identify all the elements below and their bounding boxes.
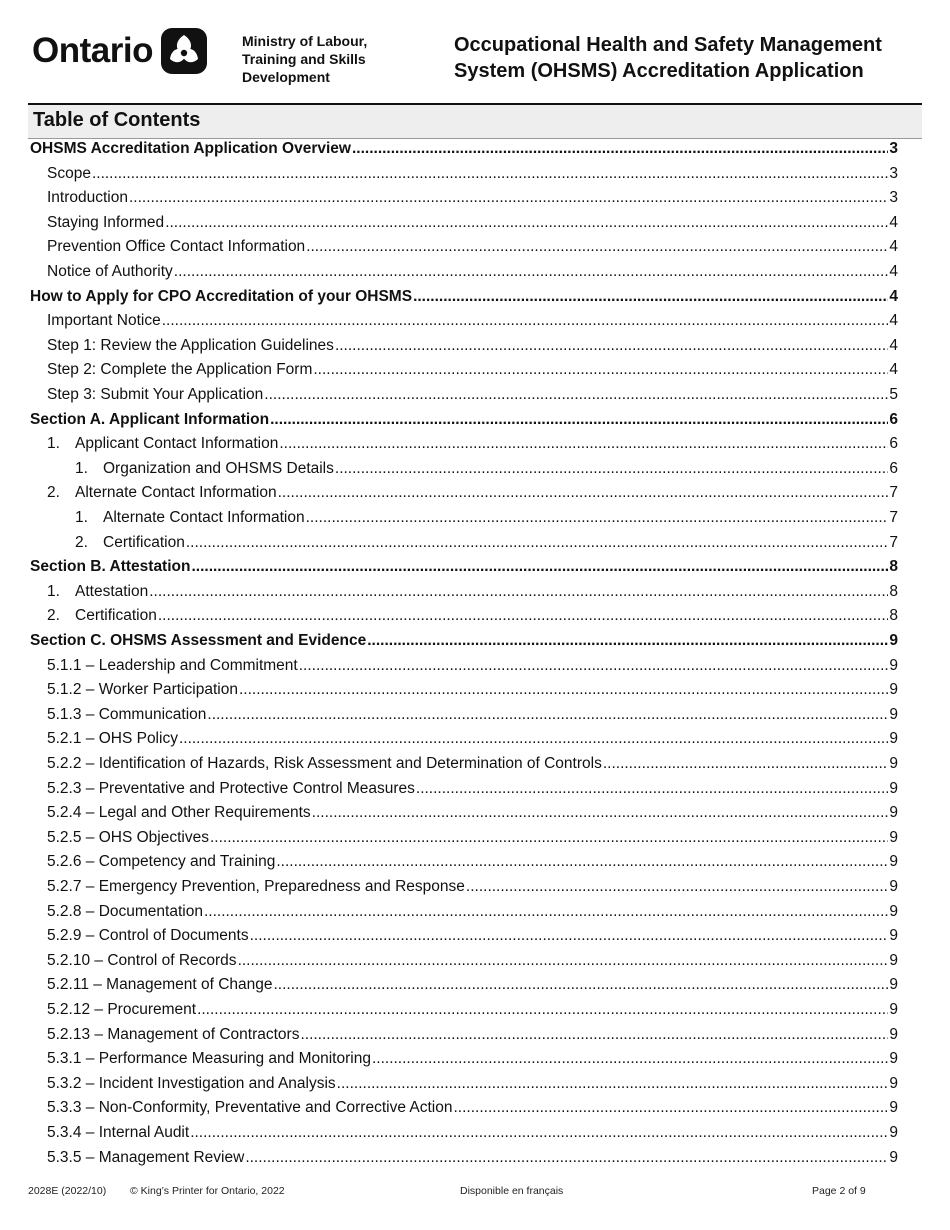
toc-entry-label: 5.2.11 – Management of Change [47, 976, 273, 994]
document-title [454, 32, 882, 84]
toc-row[interactable] [0, 532, 950, 554]
toc-entry[interactable] [47, 925, 898, 947]
page-number: Page 2 of 9 [812, 1185, 866, 1197]
toc-dot-leader [300, 1024, 888, 1046]
toc-row[interactable] [0, 876, 950, 898]
toc-dot-leader [372, 1048, 888, 1070]
toc-entry-label: 5.2.7 – Emergency Prevention, Preparedness and Response [47, 878, 465, 895]
toc-entry-page: 9 [889, 878, 898, 895]
toc-entry-page: 7 [889, 484, 898, 502]
toc-dot-leader [174, 261, 889, 283]
toc-entry[interactable] [47, 433, 898, 455]
toc-entry-label: Applicant Contact Information [75, 435, 279, 453]
toc-entry[interactable] [47, 163, 898, 185]
toc-entry[interactable] [47, 335, 898, 357]
toc-dot-leader [197, 999, 888, 1021]
toc-row[interactable] [0, 187, 950, 209]
toc-dot-leader [279, 433, 888, 455]
toc-row[interactable] [0, 163, 950, 185]
toc-row[interactable] [0, 1147, 950, 1169]
toc-entry-page: 9 [889, 804, 898, 822]
toc-entry-page: 4 [889, 213, 898, 231]
toc-entry-label: 5.2.10 – Control of Records [47, 951, 237, 969]
toc-entry-number: 2. [75, 533, 88, 551]
form-id: 2028E (2022/10) [28, 1185, 107, 1197]
toc-entry-number: 1. [47, 435, 60, 453]
toc-entry[interactable] [47, 1147, 898, 1169]
toc-entry-label: 5.2.12 – Procurement [47, 1001, 197, 1018]
toc-entry[interactable] [47, 581, 898, 603]
toc-heading-bar [28, 103, 922, 139]
toc-dot-leader [454, 1097, 889, 1119]
toc-entry-label: Alternate Contact Information [75, 484, 277, 502]
toc-entry-page: 7 [889, 509, 898, 526]
toc-row[interactable] [0, 138, 950, 160]
toc-row[interactable] [0, 581, 950, 603]
ministry-line: Development [242, 69, 330, 85]
toc-entry-page: 9 [889, 705, 898, 723]
toc-dot-leader [337, 1073, 889, 1095]
toc-entry-page: 5 [889, 386, 898, 403]
toc-entry[interactable] [30, 286, 898, 308]
toc-entry-label: 5.1.2 – Worker Participation [47, 681, 238, 699]
toc-entry-label: 5.2.13 – Management of Contractors [47, 1025, 300, 1043]
toc-entry-page: 4 [889, 336, 898, 354]
toc-entry-label: 5.2.5 – OHS Objectives [47, 828, 209, 846]
toc-row[interactable] [0, 458, 950, 480]
toc-entry-label: Scope [47, 164, 91, 182]
toc-entry-label: Alternate Contact Information [103, 509, 305, 526]
toc-entry-page: 9 [889, 1025, 898, 1043]
toc-entry[interactable] [47, 974, 898, 996]
trillium-icon [161, 28, 207, 74]
toc-entry[interactable] [47, 1073, 898, 1095]
toc-row[interactable] [0, 655, 950, 677]
toc-dot-leader [335, 335, 888, 357]
toc-entry-page: 4 [889, 238, 898, 256]
toc-entry-page: 9 [889, 632, 898, 649]
toc-entry-label: 5.2.6 – Competency and Training [47, 853, 276, 871]
toc-entry[interactable] [47, 212, 898, 234]
toc-entry-page: 9 [889, 1050, 898, 1068]
toc-entry-label: 5.2.4 – Legal and Other Requirements [47, 804, 311, 822]
toc-dot-leader [149, 581, 888, 603]
toc-entry[interactable] [30, 138, 898, 160]
toc-entry[interactable] [47, 1122, 898, 1144]
toc-dot-leader [186, 532, 889, 554]
toc-entry[interactable] [47, 950, 898, 972]
toc-dot-leader [165, 212, 888, 234]
toc-entry-label: Section B. Attestation [30, 558, 191, 576]
toc-dot-leader [413, 286, 888, 308]
toc-dot-leader [210, 827, 888, 849]
toc-dot-leader [239, 679, 888, 701]
toc-entry-number: 1. [75, 459, 88, 477]
toc-entry-label: Certification [75, 607, 157, 625]
toc-row[interactable] [0, 1073, 950, 1095]
toc-entry-label: Introduction [47, 189, 128, 207]
toc-row[interactable] [0, 753, 950, 775]
toc-row[interactable] [0, 901, 950, 923]
toc-row[interactable] [0, 433, 950, 455]
toc-row[interactable] [0, 802, 950, 824]
toc-dot-leader [466, 876, 888, 898]
toc-entry[interactable] [47, 261, 898, 283]
toc-entry-number: 1. [47, 582, 60, 600]
toc-entry-page: 9 [889, 1148, 898, 1166]
toc-entry-number: 2. [47, 484, 60, 502]
toc-entry-label: Certification [103, 533, 185, 551]
toc-row[interactable] [0, 507, 950, 529]
toc-dot-leader [204, 901, 888, 923]
toc-entry[interactable] [47, 679, 898, 701]
toc-entry[interactable] [75, 458, 898, 480]
toc-entry[interactable] [47, 999, 898, 1021]
toc-entry[interactable] [47, 827, 898, 849]
toc-entry-label: 5.3.2 – Incident Investigation and Analysis [47, 1074, 336, 1092]
toc-entry[interactable] [75, 532, 898, 554]
toc-row[interactable] [0, 851, 950, 873]
toc-entry-page: 9 [889, 730, 898, 748]
document-title-line: Occupational Health and Safety Management [454, 34, 882, 56]
toc-entry-page: 9 [889, 828, 898, 846]
toc-entry-page: 4 [889, 287, 898, 305]
toc-entry-label: 5.2.2 – Identification of Hazards, Risk Assessment and Determination of Controls [47, 755, 602, 772]
toc-heading: Table of Contents [33, 109, 201, 131]
toc-entry-page: 9 [889, 1074, 898, 1092]
toc-row[interactable] [0, 409, 950, 431]
toc-entry-page: 9 [889, 927, 898, 945]
toc-entry[interactable] [47, 704, 898, 726]
toc-entry-page: 6 [889, 459, 898, 477]
toc-row[interactable] [0, 925, 950, 947]
toc-entry-page: 8 [889, 607, 898, 625]
toc-dot-leader [603, 753, 889, 775]
toc-row[interactable] [0, 212, 950, 234]
toc-row[interactable] [0, 827, 950, 849]
toc-row[interactable] [0, 1122, 950, 1144]
toc-entry[interactable] [30, 556, 898, 578]
toc-entry[interactable] [47, 310, 898, 332]
toc-row[interactable] [0, 630, 950, 652]
toc-row[interactable] [0, 1048, 950, 1070]
toc-entry-page: 3 [889, 164, 898, 182]
toc-row[interactable] [0, 704, 950, 726]
toc-entry-label: 5.3.4 – Internal Audit [47, 1124, 190, 1141]
toc-dot-leader [250, 925, 889, 947]
toc-entry-page: 9 [889, 902, 898, 920]
toc-entry[interactable] [47, 384, 898, 406]
toc-dot-leader [162, 310, 889, 332]
ministry-line: Training and Skills [242, 51, 366, 67]
french-availability: Disponible en français [460, 1185, 564, 1197]
toc-entry-label: 5.2.3 – Preventative and Protective Control Measures [47, 779, 415, 797]
toc-dot-leader [129, 187, 888, 209]
toc-row[interactable] [0, 605, 950, 627]
toc-entry[interactable] [30, 409, 898, 431]
toc-entry-label: 5.3.5 – Management Review [47, 1148, 245, 1166]
toc-dot-leader [238, 950, 889, 972]
toc-dot-leader [158, 605, 889, 627]
toc-dot-leader [335, 458, 888, 480]
toc-row[interactable] [0, 310, 950, 332]
toc-entry-label: Step 3: Submit Your Application [47, 386, 264, 403]
toc-entry-page: 9 [889, 1124, 898, 1141]
toc-row[interactable] [0, 482, 950, 504]
toc-entry-label: OHSMS Accreditation Application Overview [30, 140, 351, 157]
toc-dot-leader [352, 138, 888, 160]
toc-entry[interactable] [47, 236, 898, 258]
toc-entry-label: Notice of Authority [47, 263, 173, 280]
toc-dot-leader [278, 482, 889, 504]
ontario-logo [32, 28, 207, 74]
toc-entry-page: 4 [889, 263, 898, 280]
toc-entry-label: 5.3.3 – Non-Conformity, Preventative and Corrective Action [47, 1099, 453, 1117]
toc-entry-label: Step 1: Review the Application Guidelines [47, 336, 334, 354]
toc-row[interactable] [0, 261, 950, 283]
toc-row[interactable] [0, 1097, 950, 1119]
toc-row[interactable] [0, 999, 950, 1021]
toc-dot-leader [190, 1122, 888, 1144]
toc-row[interactable] [0, 728, 950, 750]
toc-entry-label: Important Notice [47, 312, 161, 330]
toc-entry-page: 9 [889, 1001, 898, 1018]
toc-entry-label: 5.3.1 – Performance Measuring and Monitoring [47, 1050, 371, 1068]
toc-entry[interactable] [47, 1024, 898, 1046]
toc-row[interactable] [0, 556, 950, 578]
toc-entry-page: 6 [889, 410, 898, 428]
toc-row[interactable] [0, 384, 950, 406]
toc-row[interactable] [0, 1024, 950, 1046]
ministry-name [242, 32, 367, 86]
toc-entry[interactable] [47, 482, 898, 504]
toc-dot-leader [191, 556, 888, 578]
toc-entry[interactable] [47, 728, 898, 750]
toc-entry-label: 5.1.3 – Communication [47, 705, 207, 723]
toc-entry[interactable] [47, 1097, 898, 1119]
toc-dot-leader [313, 359, 888, 381]
toc-entry[interactable] [47, 901, 898, 923]
page-header [0, 0, 950, 100]
toc-entry[interactable] [47, 876, 898, 898]
toc-entry-page: 9 [889, 976, 898, 994]
toc-entry[interactable] [47, 359, 898, 381]
toc-entry-page: 8 [889, 558, 898, 576]
toc-entry-page: 9 [889, 779, 898, 797]
toc-dot-leader [179, 728, 888, 750]
toc-entry-page: 9 [889, 853, 898, 871]
toc-row[interactable] [0, 286, 950, 308]
toc-row[interactable] [0, 950, 950, 972]
toc-row[interactable] [0, 679, 950, 701]
toc-entry-page: 4 [889, 361, 898, 379]
toc-entry-page: 9 [889, 951, 898, 969]
toc-row[interactable] [0, 236, 950, 258]
toc-dot-leader [367, 630, 888, 652]
toc-entry-label: Section C. OHSMS Assessment and Evidence [30, 632, 367, 649]
toc-entry[interactable] [47, 655, 898, 677]
toc-entry-page: 3 [889, 189, 898, 207]
toc-entry-label: Attestation [75, 582, 149, 600]
toc-entry-label: How to Apply for CPO Accreditation of your OHSMS [30, 287, 413, 305]
toc-entry[interactable] [47, 851, 898, 873]
toc-dot-leader [306, 236, 888, 258]
toc-entry-page: 6 [889, 435, 898, 453]
toc-entry-page: 8 [889, 582, 898, 600]
toc-dot-leader [273, 974, 888, 996]
toc-dot-leader [299, 655, 889, 677]
toc-entry-label: 5.2.1 – OHS Policy [47, 730, 178, 748]
toc-row[interactable] [0, 335, 950, 357]
toc-entry[interactable] [47, 187, 898, 209]
toc-dot-leader [416, 778, 888, 800]
toc-dot-leader [92, 163, 888, 185]
toc-entry-label: Step 2: Complete the Application Form [47, 361, 313, 379]
toc-entry-page: 7 [889, 533, 898, 551]
toc-entry[interactable] [75, 507, 898, 529]
toc-row[interactable] [0, 974, 950, 996]
toc-row[interactable] [0, 778, 950, 800]
toc-entry-label: 5.2.8 – Documentation [47, 902, 203, 920]
toc-entry[interactable] [47, 802, 898, 824]
toc-entry-label: Staying Informed [47, 213, 165, 231]
toc-entry-label: Prevention Office Contact Information [47, 238, 306, 256]
toc-entry-page: 3 [889, 140, 898, 157]
copyright: © King’s Printer for Ontario, 2022 [130, 1185, 285, 1197]
ministry-line: Ministry of Labour, [242, 33, 368, 49]
toc-dot-leader [245, 1147, 888, 1169]
logo-wordmark: Ontario [32, 31, 153, 70]
toc-entry-page: 4 [889, 312, 898, 330]
toc-entry[interactable] [47, 753, 898, 775]
toc-entry-label: Organization and OHSMS Details [103, 459, 334, 477]
document-title-line: System (OHSMS) Accreditation Application [454, 60, 864, 82]
toc-entry-page: 9 [889, 755, 898, 772]
toc-entry-number: 1. [75, 509, 88, 526]
toc-entry[interactable] [47, 605, 898, 627]
toc-entry-number: 2. [47, 607, 60, 625]
toc-entry-label: Section A. Applicant Information [30, 410, 270, 428]
toc-dot-leader [312, 802, 889, 824]
toc-entry[interactable] [47, 778, 898, 800]
toc-row[interactable] [0, 359, 950, 381]
toc-entry-label: 5.1.1 – Leadership and Commitment [47, 656, 298, 674]
toc-dot-leader [276, 851, 888, 873]
toc-dot-leader [264, 384, 888, 406]
toc-entry-page: 9 [889, 656, 898, 674]
toc-dot-leader [270, 409, 888, 431]
toc-entry-page: 9 [889, 1099, 898, 1117]
toc-entry-label: 5.2.9 – Control of Documents [47, 927, 249, 945]
toc-entry[interactable] [47, 1048, 898, 1070]
toc-entry-page: 9 [889, 681, 898, 699]
toc-dot-leader [306, 507, 889, 529]
toc-dot-leader [207, 704, 888, 726]
toc-entry[interactable] [30, 630, 898, 652]
